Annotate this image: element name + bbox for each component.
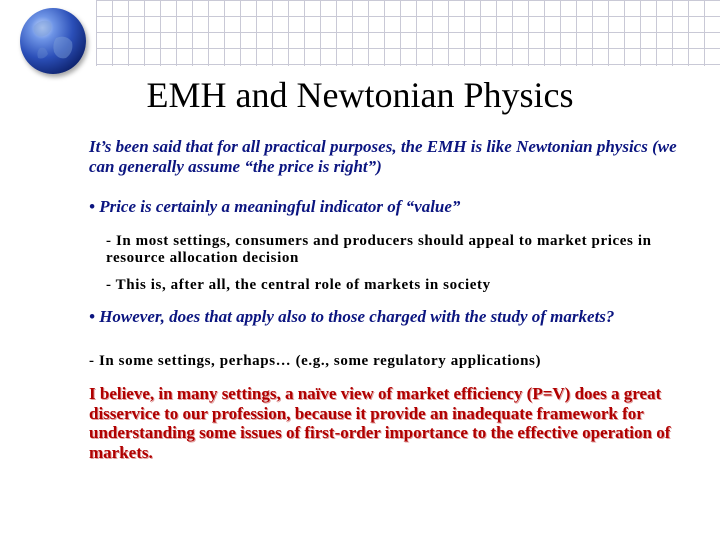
intro-text: It’s been said that for all practical purposes, the EMH is like Newtonian physics (we can generally assume “the price is right”) <box>89 137 677 176</box>
header-grid-decoration <box>96 0 720 66</box>
slide-title: EMH and Newtonian Physics <box>146 75 574 115</box>
bullet-study-of-markets: • However, does that apply also to those charged with the study of markets? <box>89 307 615 326</box>
sub-point-regulatory: - In some settings, perhaps… (e.g., some regulatory applications) <box>89 353 542 369</box>
belief-statement: I believe, in many settings, a naïve view of market efficiency (P=V) does a great disservice to our profession, because it provide an inadequate framework for understanding some issues of first-order importance to the effective operation of markets. <box>89 384 671 462</box>
bullet-price-indicator: • Price is certainly a meaningful indicator of “value” <box>89 197 461 216</box>
sub-point-central-role: - This is, after all, the central role of markets in society <box>106 277 491 293</box>
sub-point-market-prices: - In most settings, consumers and producers should appeal to market prices in resource allocation decision <box>106 233 652 267</box>
globe-icon <box>20 8 86 74</box>
